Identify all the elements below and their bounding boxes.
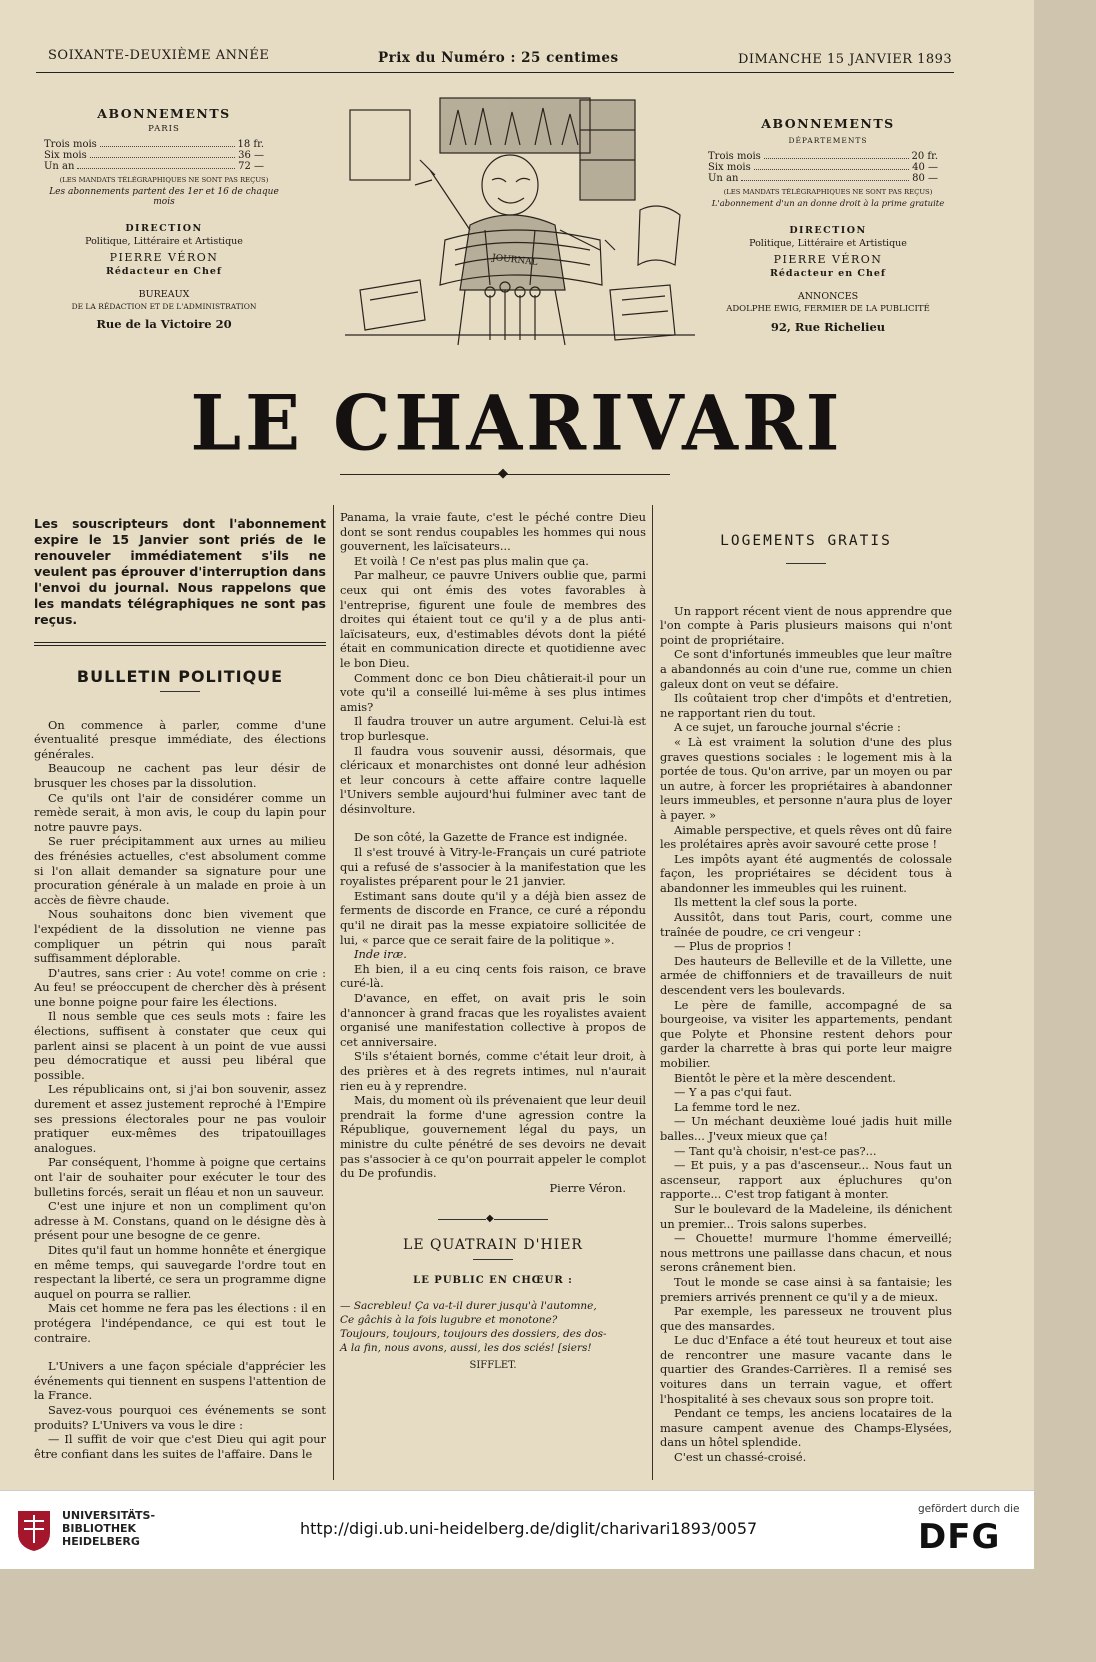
university-logo-text: UNIVERSITÄTS- BIBLIOTHEK HEIDELBERG <box>62 1509 156 1548</box>
right-director-role: Rédacteur en Chef <box>769 268 887 279</box>
column-3 <box>660 530 952 1465</box>
left-price-row: Un an 72 — <box>44 161 264 172</box>
right-address: 92, Rue Richelieu <box>770 320 886 334</box>
left-director-name: PIERRE VÉRON <box>109 251 219 264</box>
left-direction-title: DIRECTION <box>125 223 203 234</box>
left-price-row: Trois mois 18 fr. <box>44 139 264 150</box>
right-abonnements-title: ABONNEMENTS <box>761 116 895 131</box>
left-address: Rue de la Victoire 20 <box>96 317 232 331</box>
masthead-engraving <box>340 90 700 350</box>
right-region: DÉPARTEMENTS <box>788 136 868 145</box>
right-mandats-note: (LES MANDATS TÉLÉGRAPHIQUES NE SONT PAS REÇUS) <box>723 188 933 196</box>
right-price-row: Un an 80 — <box>708 173 938 184</box>
column-rule-right <box>652 505 653 1480</box>
quatrain-divider: ◆ <box>438 1219 548 1220</box>
left-region: PARIS <box>148 124 180 134</box>
header-rule <box>36 72 954 73</box>
right-price-table <box>708 151 948 184</box>
engraving-journal-label: JOURNAL <box>491 253 539 268</box>
subscription-notice: Les souscripteurs dont l'abonnement expire le 15 Janvier sont priés de le renouveler immédiatement s'ils ne veulent pas éprouver d'interruption dans l'envoi du journal. Nous rappelons que les mandats télégraphiques ne sont pas reçus. <box>34 516 326 627</box>
left-director-role: Rédacteur en Chef <box>105 266 223 277</box>
quatrain-title: LE QUATRAIN D'HIER <box>403 1237 583 1254</box>
bulletin-politique-title: BULLETIN POLITIQUE <box>76 667 284 686</box>
right-price-row: Six mois 40 — <box>708 162 938 173</box>
quatrain-verse: — Sacrebleu! Ça va-t-il durer jusqu'à l'automne, Ce gâchis à la fois lugubre et monotone? Toujours, toujours, toujours des dossiers, des dos- A la fin, nous avons, aussi, les dos sciés! [siers! <box>340 1299 607 1354</box>
header-price: Prix du Numéro : 25 centimes <box>378 50 619 66</box>
dfg-logo: DFG <box>918 1517 1001 1557</box>
viewer-footer <box>0 1490 1034 1569</box>
quatrain-subtitle: LE PUBLIC EN CHŒUR : <box>413 1274 573 1286</box>
logements-gratis-text: Un rapport récent vient de nous apprendre que l'on compte à Paris plusieurs maisons qui n'ont point de propriétaire. Ce sont d'infortunés immeubles que leur maître a abandonnés au coin d'une rue, comme un chien galeux dont on veut se défaire. Ils coûtaient trop cher d'impôts et d'entretien, ne rapportant rien du tout. A ce sujet, un farouche journal s'écrie : « Là est vraiment la solution d'une des plus graves questions sociales : le logement mis à la portée de tous. Qu'on arrive, par un moyen ou par un autre, à forcer les propriétaires à abandonner leurs immeubles, et personne n'aura plus de loyer à payer. » Aimable perspective, et quels rêves ont dû faire les prolétaires après avoir savouré cette prose ! Les impôts ayant été augmentés de colossale façon, les propriétaires se décident tous à abandonner les immeubles qui les ruinent. Ils mettent la clef sous la porte. Aussitôt, dans tout Paris, court, comme une traînée de poudre, ce cri vengeur : — Plus de proprios ! Des hauteurs de Belleville et de la Villette, une armée de chiffonniers et de travailleurs de nuit descendent vers les boulevards. Le père de famille, accompagné de sa bourgeoise, va visiter les appartements, pendant que Polyte et Phonsine restent dehors pour garder la charrette à bras qui porte leur maigre mobilier. Bientôt le père et la mère descendent. — Y a pas c'qui faut. La femme tord le nez. — Un méchant deuxième loué jadis huit mille balles... J'veux mieux que ça! — Tant qu'à choisir, n'est-ce pas?... — Et puis, y a pas d'ascenseur... Nous faut un ascenseur, rapport aux épluchures qu'on rapporte... C'est trop fatigant à monter. Sur le boulevard de la Madeleine, ils dénichent un premier... Trois salons superbes. — Chouette! murmure l'homme émerveillé; nous mettrons une paillasse dans chacun, et nous serons crânement bien. Tout le monde se case ainsi à sa fantaisie; les premiers arrivés prennent ce qu'il y a de mieux. Par exemple, les paresseux ne trouvent plus que des mansardes. Le duc d'Enface a été tout heureux et tout aise de rencontrer une masure vacante dans le quartier des Grandes-Carrières. Il a remisé ses voitures dans un terrain vague, et offert l'hospitalité à ses chevaux sous son propre toit. Pendant ce temps, les anciens locataires de la masure campent avenue des Champs-Elysées, dans un hôtel splendide. C'est un chassé-croisé. <box>660 603 952 1465</box>
masthead-title: LE CHARIVARI <box>190 377 844 468</box>
left-bureaux-sub: DE LA RÉDACTION ET DE L'ADMINISTRATION <box>71 302 257 311</box>
signature: Pierre Véron. <box>549 1180 626 1195</box>
right-annonces-title: ANNONCES <box>797 291 859 302</box>
bulletin-politique-text: On commence à parler, comme d'une éventualité presque immédiate, des élections générales. Beaucoup ne cachent pas leur désir de brusquer les choses par la dissolution. Ce qu'ils ont l'air de considérer comme un remède serait, à mon avis, le coup du lapin pour notre pauvre pays. Se ruer précipitamment aux urnes au milieu des frénésies actuelles, c'est absolument comme si l'on allait demander sa signature pour une procuration générale à un malade en proie à un accès de fièvre chaude. Nous souhaitons donc bien vivement que l'expédient de la dissolution ne vienne pas compliquer un pétrin qui nous paraît suffisamment déplorable. D'autres, sans crier : Au vote! comme on crie : Au feu! se préoccupent de chercher dès à présent une bonne poigne pour faire les élections. Il nous semble que ces seuls mots : faire les élections, suffisent à constater que ceux qui parlent ainsi se placent à un point de vue aussi peu démocratique et aussi peu libéral que possible. Les républicains ont, si j'ai bon souvenir, assez durement et assez justement reproché à l'Empire ses pressions électorales pour ne pas vouloir pratiquer eux-mêmes des tripatouillages analogues. Par conséquent, l'homme à poigne que certains ont l'air de souhaiter pour exécuter le tour des bulletins forcés, serait un fléau et non un sauveur. C'est une injure et non un compliment qu'on adresse à M. Constans, quand on le désigne dès à présent pour une besogne de ce genre. Dites qu'il faut un homme honnête et énergique en même temps, qui sauvegarde l'ordre tout en respectant la liberté, ce sera un programme digne auquel on pourra se rallier. Mais cet homme ne fera pas les élections : il en protégera l'indépendance, ce qui est tout le contraire. L'Univers a une façon spéciale d'apprécier les événements qui tiennent en suspens l'attention de la France. Savez-vous pourquoi ces événements se sont produits? L'Univers va vous le dire : — Il suffit de voir que c'est Dieu qui agit pour être confiant dans les suites de l'affaire. Dans le <box>34 717 326 1461</box>
right-direction-sub: Politique, Littéraire et Artistique <box>749 238 907 249</box>
column-2-text: Panama, la vraie faute, c'est le péché contre Dieu dont se sont rendus coupables les hommes qui nous gouvernent, les laïcisateurs... Et voilà ! Ce n'est pas plus malin que ça. Par malheur, ce pauvre Univers oublie que, parmi ceux qui ont émis des votes favorables à l'entreprise, figurent une foule de membres des droites qui étaient tout ce qu'il y a de plus anti-laïcisateurs, eux, d'estimables dévots dont la piété était en communication directe et quotidienne avec le bon Dieu. Comment donc ce bon Dieu châtierait-il pour un vote qu'il a conseillé lui-même à ses plus intimes amis? Il faudra trouver un autre argument. Celui-là est trop burlesque. Il faudra vous souvenir aussi, désormais, que cléricaux et monarchistes ont donné leur adhésion et leur concours à cette affaire contre laquelle l'Univers semble aujourd'hui fulminer avec tant de désinvolture. De son côté, la Gazette de France est indignée. Il s'est trouvé à Vitry-le-Français un curé patriote qui a refusé de s'associer à la manifestation que les royalistes préparent pour le 21 janvier. Estimant sans doute qu'il y a déjà bien assez de ferments de discorde en France, ce curé a répondu qu'il ne dirait pas la messe expiatoire sollicitée de lui, « parce que ce serait faire de la politique ». Inde iræ. Eh bien, il a eu cinq cents fois raison, ce brave curé-là. D'avance, en effet, on avait pris le soin d'annoncer à grand fracas que les royalistes avaient organisé une manifestation collective à propos de cet anniversaire. S'ils s'étaient bornés, comme c'était leur droit, à des prières et à des regrets intimes, nul n'aurait rien eu à y reprendre. Mais, du moment où ils prévenaient que leur deuil prendrait la forme d'une agression contre la République, gouvernement légal du pays, un ministre du culte pénétré de ses devoirs ne devait pas s'associer à ce qu'on pourrait appeler le complot du De profundis. Pierre Véron. <box>340 510 646 1195</box>
right-direction-title: DIRECTION <box>789 225 867 236</box>
right-subscription-box <box>708 116 948 334</box>
source-url-link[interactable]: http://digi.ub.uni-heidelberg.de/diglit/charivari1893/0057 <box>300 1519 758 1538</box>
column-2 <box>340 510 646 1373</box>
left-abonnements-title: ABONNEMENTS <box>97 106 231 121</box>
header-year: SOIXANTE-DEUXIÈME ANNÉE <box>48 48 270 63</box>
right-price-row: Trois mois 20 fr. <box>708 151 938 162</box>
header-date: DIMANCHE 15 JANVIER 1893 <box>738 52 953 67</box>
left-direction-sub: Politique, Littéraire et Artistique <box>85 236 243 247</box>
left-italic-note: Les abonnements partent des 1er et 16 de chaque mois <box>49 187 279 207</box>
column-rule-left <box>333 505 334 1480</box>
diamond-ornament-icon: ◆ <box>498 466 508 481</box>
column-1 <box>34 516 326 1461</box>
right-italic-note: L'abonnement d'un an donne droit à la prime gratuite <box>711 199 945 209</box>
right-director-name: PIERRE VÉRON <box>773 253 883 266</box>
logements-gratis-title: LOGEMENTS GRATIS <box>720 533 892 549</box>
funded-by-text: gefördert durch die <box>918 1503 1020 1515</box>
quatrain-signature: SIFFLET. <box>469 1359 517 1371</box>
left-subscription-box <box>44 106 284 331</box>
left-mandats-note: (LES MANDATS TÉLÉGRAPHIQUES NE SONT PAS REÇUS) <box>59 176 269 184</box>
university-seal-icon <box>14 1507 54 1553</box>
left-price-table <box>44 139 284 172</box>
left-price-row: Six mois 36 — <box>44 150 264 161</box>
left-bureaux-title: BUREAUX <box>138 289 190 300</box>
right-annonces-sub: ADOLPHE EWIG, FERMIER DE LA PUBLICITÉ <box>726 304 930 314</box>
